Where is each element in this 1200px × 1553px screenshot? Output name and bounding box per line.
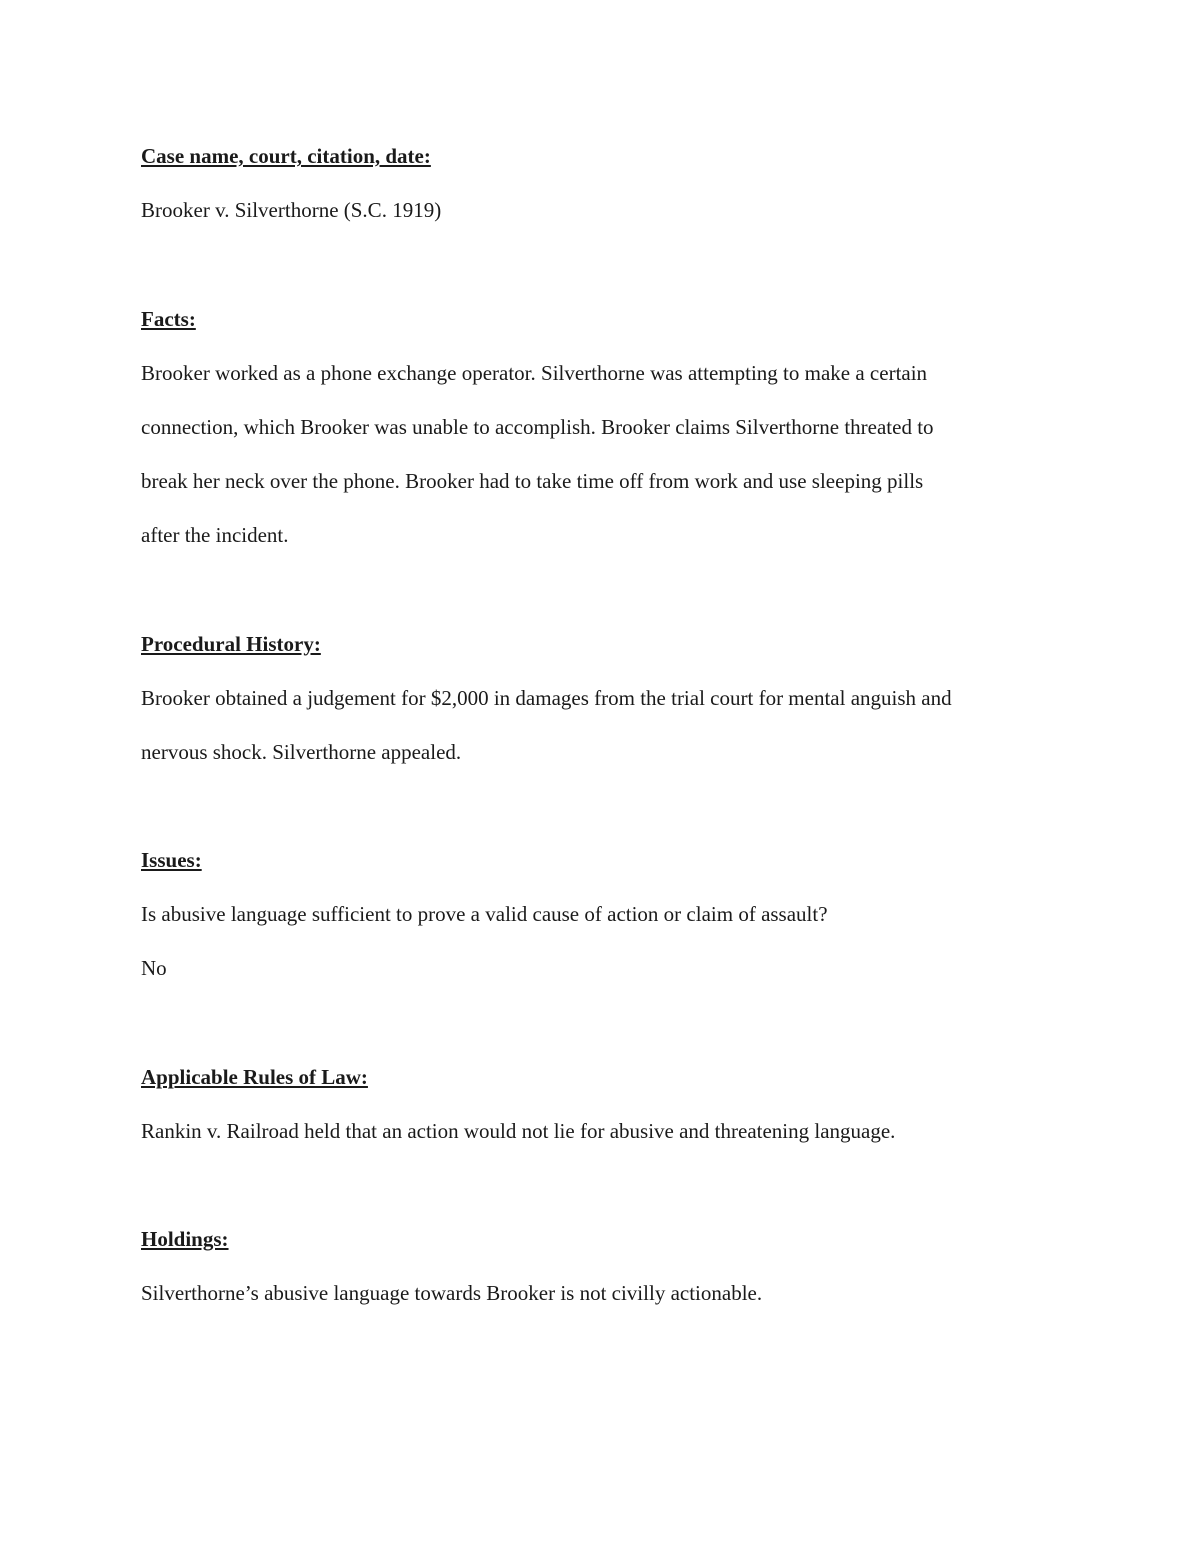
issues-line: Is abusive language sufficient to prove a valid cause of action or claim of assault?: [141, 902, 828, 926]
facts-line: connection, which Brooker was unable to accomplish. Brooker claims Silverthorne threated to: [141, 415, 934, 439]
facts-line: after the incident.: [141, 523, 289, 547]
facts-line: break her neck over the phone. Brooker had to take time off from work and use sleeping pills: [141, 469, 924, 493]
facts-heading: Facts:: [141, 307, 196, 331]
holdings-heading: Holdings:: [141, 1227, 229, 1251]
case-caption-line: Brooker v. Silverthorne (S.C. 1919): [141, 198, 442, 222]
holdings-line: Silverthorne’s abusive language towards Brooker is not civilly actionable.: [141, 1281, 763, 1305]
procedural-history-heading: Procedural History:: [141, 632, 321, 656]
facts-line: Brooker worked as a phone exchange operator. Silverthorne was attempting to make a certain: [141, 361, 928, 385]
rules-of-law-heading: Applicable Rules of Law:: [141, 1065, 368, 1089]
procedural-history-line: Brooker obtained a judgement for $2,000 in damages from the trial court for mental anguish and: [141, 686, 952, 710]
procedural-history-line: nervous shock. Silverthorne appealed.: [141, 740, 462, 764]
case-caption-heading: Case name, court, citation, date:: [141, 144, 431, 168]
issues-answer: No: [141, 956, 167, 980]
issues-heading: Issues:: [141, 848, 202, 872]
rules-of-law-line: Rankin v. Railroad held that an action would not lie for abusive and threatening language.: [141, 1119, 896, 1143]
